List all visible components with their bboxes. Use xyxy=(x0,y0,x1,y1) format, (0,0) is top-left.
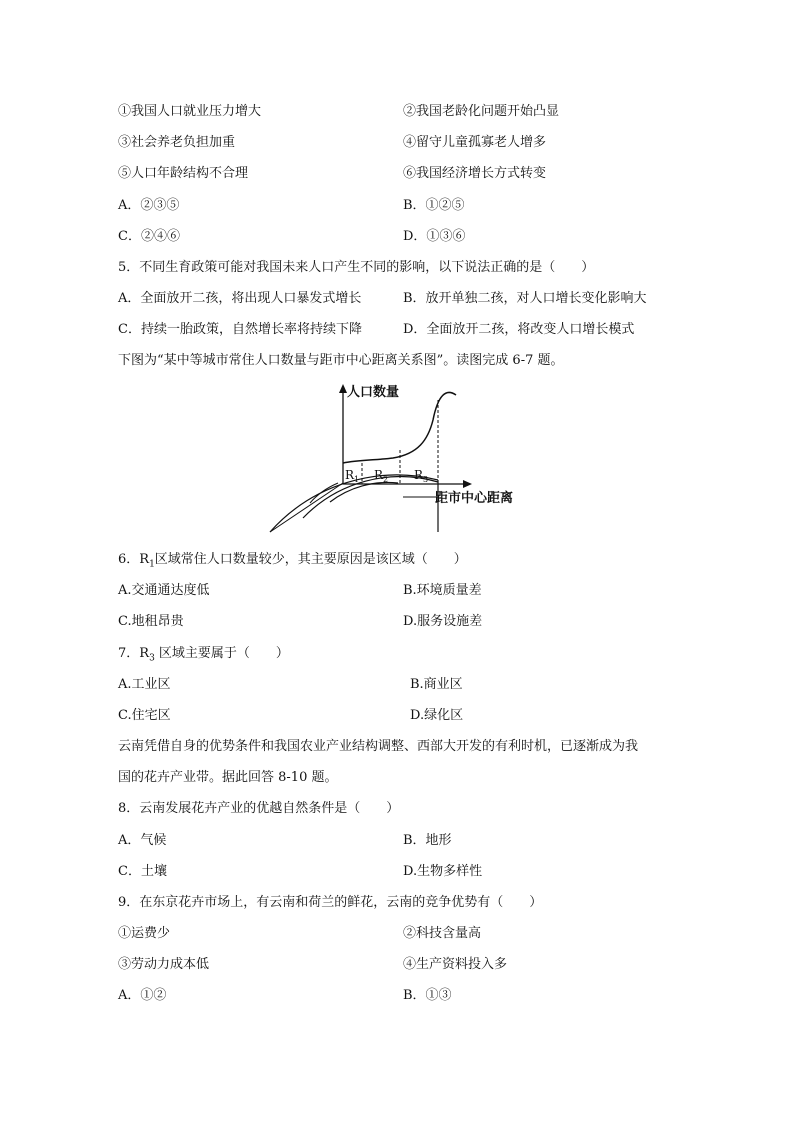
q7-option-c: C.住宅区 xyxy=(118,708,171,723)
q8-option-c: C．土壤 xyxy=(118,864,167,879)
ring-link xyxy=(270,483,343,532)
q7-stem-sub: 3 xyxy=(149,653,155,664)
q5-option-d: D．全面放开二孩，将改变人口增长模式 xyxy=(403,322,635,337)
q4-statement-5: ⑤人口年龄结构不合理 xyxy=(118,166,249,181)
q5-option-b: B．放开单独二孩，对人口增长变化影响大 xyxy=(403,291,647,306)
q6-stem xyxy=(118,551,467,574)
x-axis-arrow xyxy=(463,480,472,488)
q9-statement-4: ④生产资料投入多 xyxy=(403,957,508,972)
q5-option-c: C．持续一胎政策，自然增长率将持续下降 xyxy=(118,322,362,337)
q7-option-a: A.工业区 xyxy=(118,677,171,692)
q7-stem-pre: 7．R xyxy=(118,646,150,661)
q4-statement-6: ⑥我国经济增长方式转变 xyxy=(403,166,547,181)
q4-statement-1: ①我国人口就业压力增大 xyxy=(118,104,262,119)
q9-stem: 9．在东京花卉市场上，有云南和荷兰的鲜花，云南的竞争优势有（ ） xyxy=(118,895,543,910)
q7-option-b: B.商业区 xyxy=(410,677,463,692)
q6-stem-post: 区域常住人口数量较少，其主要原因是该区域（ ） xyxy=(154,552,467,567)
q6-option-c: C.地租昂贵 xyxy=(118,614,184,629)
q4-option-c: C．②④⑥ xyxy=(118,229,180,244)
q9-option-b: B．①③ xyxy=(403,988,452,1003)
q8-option-b: B．地形 xyxy=(403,833,452,848)
q8-option-a: A．气候 xyxy=(118,833,167,848)
q8-option-d: D.生物多样性 xyxy=(403,864,483,879)
q7-stem-post: 区域主要属于（ ） xyxy=(154,646,289,661)
q4-option-a: A．②③⑤ xyxy=(118,198,180,213)
q9-statement-3: ③劳动力成本低 xyxy=(118,957,210,972)
q5-option-a: A．全面放开二孩，将出现人口暴发式增长 xyxy=(118,291,362,306)
q6-option-d: D.服务设施差 xyxy=(403,614,483,629)
q7-option-d: D.绿化区 xyxy=(410,708,464,723)
r2-label: $R_2$ xyxy=(374,468,389,484)
ring-bottom xyxy=(270,520,438,532)
yunnan-intro-line-1: 云南凭借自身的优势条件和我国农业产业结构调整、西部大开发的有利时机，已逐渐成为我 xyxy=(118,739,639,754)
q4-statement-4: ④留守儿童孤寡老人增多 xyxy=(403,135,547,150)
q4-option-b: B．①②⑤ xyxy=(403,198,465,213)
q9-statement-2: ②科技含量高 xyxy=(403,926,482,941)
q9-statement-1: ①运费少 xyxy=(118,926,171,941)
q4-option-d: D．①③⑥ xyxy=(403,229,466,244)
q6-stem-sub: 1 xyxy=(149,559,155,570)
y-axis-arrow xyxy=(339,384,347,393)
population-distance-figure xyxy=(268,380,538,540)
q7-stem xyxy=(118,645,289,668)
q4-statement-2: ②我国老龄化问题开始凸显 xyxy=(403,104,560,119)
q9-option-a: A．①② xyxy=(118,988,167,1003)
r1-label: $R_1$ xyxy=(345,468,360,484)
y-axis-label: 人口数量 xyxy=(347,385,400,400)
yunnan-intro-line-2: 国的花卉产业带。据此回答 8-10 题。 xyxy=(118,770,338,785)
figure-intro: 下图为“某中等城市常住人口数量与距市中心距离关系图”。读图完成 6-7 题。 xyxy=(118,353,564,368)
x-axis-label: 距市中心距离 xyxy=(435,491,514,506)
q8-stem: 8．云南发展花卉产业的优越自然条件是（ ） xyxy=(118,801,400,816)
q6-option-b: B.环境质量差 xyxy=(403,583,482,598)
q6-option-a: A.交通通达度低 xyxy=(118,583,210,598)
r3-label: $R_3$ xyxy=(414,468,429,484)
q5-stem: 5．不同生育政策可能对我国未来人口产生不同的影响，以下说法正确的是（ ） xyxy=(118,260,595,275)
q4-statement-3: ③社会养老负担加重 xyxy=(118,135,236,150)
q6-stem-pre: 6．R xyxy=(118,552,150,567)
